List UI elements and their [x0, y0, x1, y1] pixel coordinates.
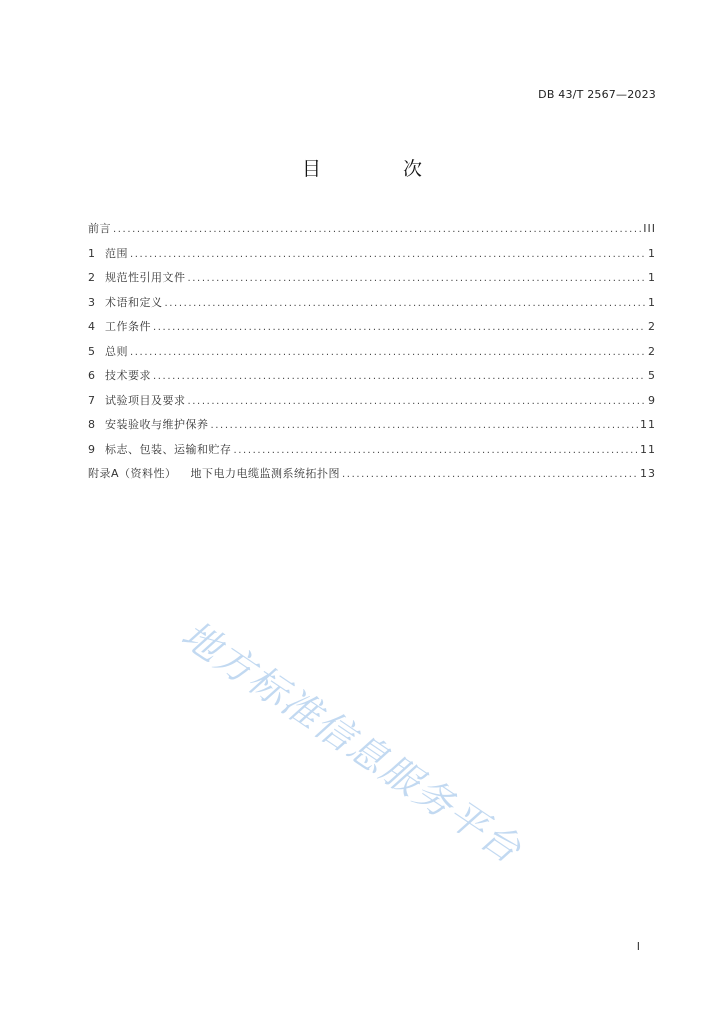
- toc-entry-appendix-a[interactable]: [88, 464, 656, 489]
- toc-title: 目 次: [301, 158, 461, 180]
- toc-entry-label: 术语和定义: [105, 295, 163, 309]
- toc-entry-number: 8: [88, 418, 95, 431]
- toc-entry-number: 5: [88, 344, 95, 358]
- toc-entry-page: 11: [640, 442, 656, 456]
- toc-entry-test-items[interactable]: [88, 391, 656, 416]
- toc-leader-dots: [211, 416, 639, 436]
- toc-leader-dots: [153, 318, 646, 338]
- toc-leader-dots: [234, 441, 639, 461]
- toc-entry-number: 9: [88, 442, 95, 456]
- toc-entry-page: III: [643, 222, 656, 235]
- toc-entry-page: 2: [648, 320, 656, 333]
- toc-entry-number: 6: [88, 369, 95, 382]
- toc-entry-label: 范围: [105, 246, 128, 260]
- toc-entry-label: 试验项目及要求: [105, 393, 186, 407]
- toc-leader-dots: [342, 465, 638, 485]
- toc-entry-page: 9: [648, 393, 656, 407]
- toc-entry-page: 1: [648, 295, 656, 309]
- toc-entry-technical-requirements[interactable]: [88, 366, 656, 391]
- toc-entry-page: 1: [648, 246, 656, 260]
- toc-entry-page: 13: [640, 467, 656, 480]
- toc-entry-label: 附录A（资料性）: [88, 467, 177, 480]
- toc-entry-working-conditions[interactable]: [88, 317, 656, 342]
- toc-entry-number: 2: [88, 271, 95, 284]
- toc-entry-normative-references[interactable]: [88, 268, 656, 293]
- toc-leader-dots: [188, 392, 647, 412]
- toc-entry-number: 1: [88, 246, 95, 260]
- toc-entry-sublabel: 地下电力电缆监测系统拓扑图: [190, 467, 341, 480]
- document-code: DB 43/T 2567—2023: [538, 88, 656, 101]
- toc-entry-label: 规范性引用文件: [105, 271, 186, 284]
- table-of-contents: [88, 219, 656, 489]
- toc-leader-dots: [113, 220, 641, 240]
- toc-entry-label: 前言: [88, 222, 111, 235]
- watermark: 地方标准信息服务平台: [173, 612, 530, 873]
- toc-entry-number: 3: [88, 295, 95, 309]
- toc-entry-marking-packaging[interactable]: [88, 440, 656, 465]
- toc-entry-label: 技术要求: [105, 369, 151, 382]
- toc-entry-general[interactable]: [88, 342, 656, 367]
- toc-entry-installation-maintenance[interactable]: [88, 415, 656, 440]
- toc-entry-page: 11: [640, 418, 656, 431]
- toc-entry-foreword[interactable]: [88, 219, 656, 244]
- toc-entry-page: 2: [648, 344, 656, 358]
- toc-entry-scope[interactable]: [88, 244, 656, 269]
- toc-entry-page: 5: [648, 369, 656, 382]
- toc-leader-dots: [153, 367, 646, 387]
- toc-entry-label: 安装验收与维护保养: [105, 418, 209, 431]
- toc-entry-page: 1: [648, 271, 656, 284]
- toc-leader-dots: [188, 269, 647, 289]
- toc-entry-label: 工作条件: [105, 320, 151, 333]
- toc-entry-number: 7: [88, 393, 95, 407]
- toc-leader-dots: [165, 294, 647, 314]
- toc-entry-label: 标志、包装、运输和贮存: [105, 442, 232, 456]
- toc-entry-terms-definitions[interactable]: [88, 293, 656, 318]
- page-number: I: [636, 940, 640, 953]
- toc-leader-dots: [130, 245, 646, 265]
- toc-entry-label: 总则: [105, 344, 128, 358]
- toc-entry-number: 4: [88, 320, 95, 333]
- toc-leader-dots: [130, 343, 646, 363]
